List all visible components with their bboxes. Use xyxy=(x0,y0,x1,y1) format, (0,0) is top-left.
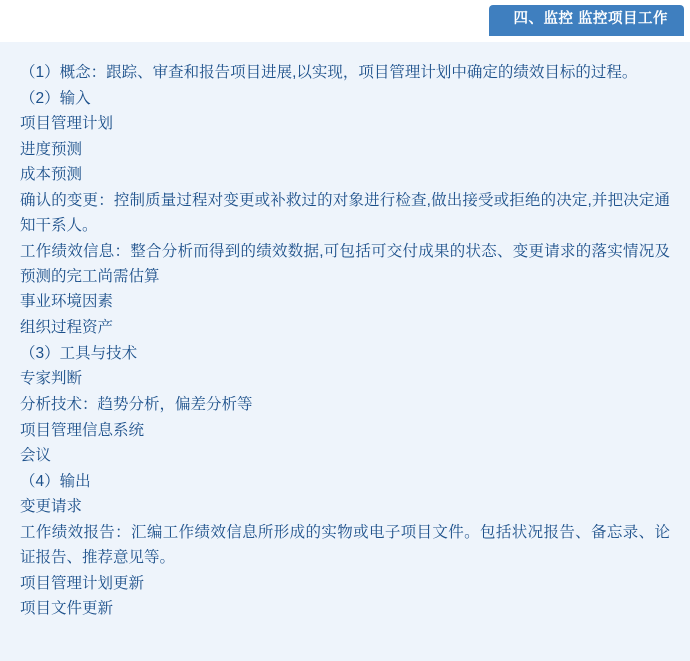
content-line: （2）输入 xyxy=(20,89,91,107)
content-line: 项目管理信息系统 xyxy=(20,421,145,439)
content-line: 成本预测 xyxy=(20,166,83,184)
content-line: 会议 xyxy=(20,447,52,465)
content-line: （1）概念：跟踪、审查和报告项目进展,以实现，项目管理计划中确定的绩效目标的过程。 xyxy=(20,64,638,81)
content-line: 专家判断 xyxy=(20,370,83,388)
content-line: 分析技术：趋势分析，偏差分析等 xyxy=(20,395,253,413)
content-line: （4）输出 xyxy=(20,472,91,490)
content-line: 工作绩效信息：整合分析而得到的绩效数据,可包括可交付成果的状态、变更请求的落实情况及预测的完工尚需估算 xyxy=(20,242,670,285)
content-line: 确认的变更：控制质量过程对变更或补救过的对象进行检查,做出接受或拒绝的决定,并把决定通知干系人。 xyxy=(20,192,670,235)
content-line: 变更请求 xyxy=(20,498,83,516)
content-line: 项目管理计划 xyxy=(20,115,114,133)
content-line: （3）工具与技术 xyxy=(20,344,138,362)
content-line: 项目管理计划更新 xyxy=(20,574,145,592)
content-line: 事业环境因素 xyxy=(20,293,114,311)
header-bar xyxy=(0,0,690,42)
content-line: 进度预测 xyxy=(20,140,83,158)
content-area xyxy=(0,42,690,661)
content-line: 项目文件更新 xyxy=(20,600,114,618)
content-line: 工作绩效报告：汇编工作绩效信息所形成的实物或电子项目文件。包括状况报告、备忘录、论证报告、推荐意见等。 xyxy=(20,523,670,567)
content-line: 组织过程资产 xyxy=(20,319,114,337)
section-title-tab: 四、监控 监控项目工作 xyxy=(489,5,684,36)
